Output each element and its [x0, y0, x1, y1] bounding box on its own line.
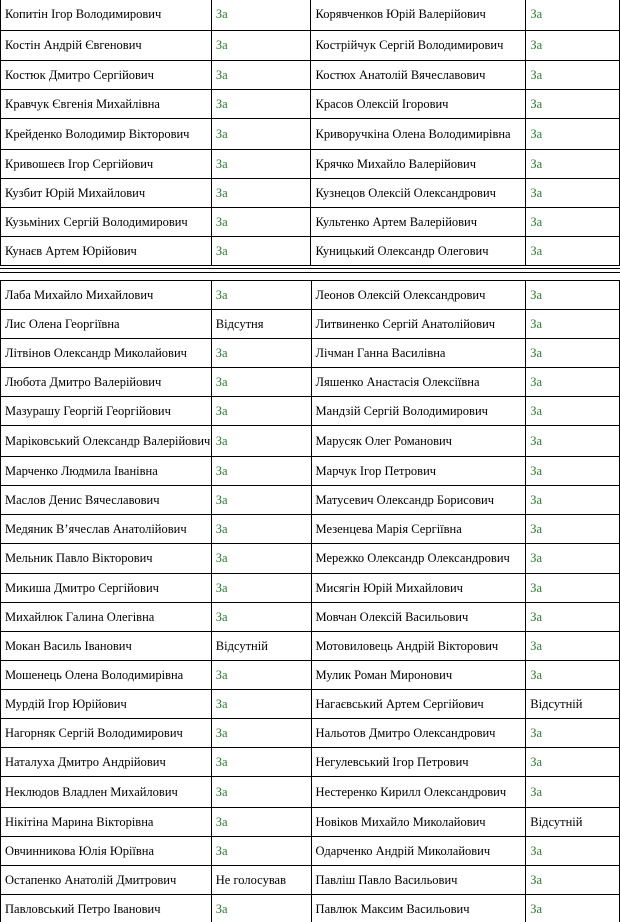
deputy-name-cell: Крейденко Володимир Вікторович: [1, 119, 212, 150]
deputy-name-cell: Мотовиловець Андрій Вікторович: [311, 632, 526, 661]
vote-cell: За: [526, 119, 620, 150]
vote-cell: За: [526, 837, 620, 866]
deputy-name-cell: Медяник В’ячеслав Анатолійович: [1, 515, 212, 544]
deputy-name-cell: Павловський Петро Іванович: [1, 895, 212, 922]
table-row: [1, 179, 620, 208]
vote-cell: За: [211, 90, 311, 119]
deputy-name-cell: Мокан Василь Іванович: [1, 632, 212, 661]
vote-cell: За: [211, 339, 311, 368]
deputy-name-cell: Мовчан Олексій Васильович: [311, 603, 526, 632]
vote-cell: За: [526, 866, 620, 895]
vote-cell: Не голосував: [211, 866, 311, 895]
vote-cell: За: [526, 426, 620, 457]
table-row: [1, 808, 620, 837]
deputy-name-cell: Любота Дмитро Валерійович: [1, 368, 212, 397]
deputy-name-cell: Кривошеєв Ігор Сергійович: [1, 150, 212, 179]
deputy-name-cell: Криворучкіна Олена Володимирівна: [311, 119, 526, 150]
deputy-name-cell: Мурдій Ігор Юрійович: [1, 690, 212, 719]
vote-cell: За: [211, 486, 311, 515]
vote-cell: За: [526, 208, 620, 237]
vote-cell: Відсутня: [211, 310, 311, 339]
vote-cell: За: [211, 895, 311, 922]
vote-cell: За: [211, 719, 311, 748]
vote-cell: За: [526, 31, 620, 61]
vote-cell: За: [211, 661, 311, 690]
vote-cell: За: [211, 544, 311, 574]
vote-cell: За: [211, 515, 311, 544]
deputy-name-cell: Негулевський Ігор Петрович: [311, 748, 526, 777]
table-row: [1, 866, 620, 895]
deputy-name-cell: Мисягін Юрій Михайлович: [311, 574, 526, 603]
deputy-name-cell: Мезенцева Марія Сергіївна: [311, 515, 526, 544]
table-row: [1, 90, 620, 119]
vote-cell: За: [211, 574, 311, 603]
table-row: [1, 690, 620, 719]
vote-cell: За: [211, 237, 311, 266]
vote-cell: За: [526, 0, 620, 31]
table-row: [1, 339, 620, 368]
vote-cell: За: [526, 368, 620, 397]
vote-cell: За: [526, 632, 620, 661]
vote-cell: За: [211, 31, 311, 61]
table-row: [1, 0, 620, 31]
deputy-name-cell: Ляшенко Анастасія Олексіївна: [311, 368, 526, 397]
deputy-name-cell: Мулик Роман Миронович: [311, 661, 526, 690]
vote-cell: За: [211, 690, 311, 719]
deputy-name-cell: Микиша Дмитро Сергійович: [1, 574, 212, 603]
deputy-name-cell: Кузнецов Олексій Олександрович: [311, 179, 526, 208]
deputy-name-cell: Литвиненко Сергій Анатолійович: [311, 310, 526, 339]
deputy-name-cell: Марусяк Олег Романович: [311, 426, 526, 457]
table-row: [1, 208, 620, 237]
vote-cell: За: [211, 457, 311, 486]
table-row: [1, 544, 620, 574]
table-row: [1, 574, 620, 603]
vote-cell: За: [211, 119, 311, 150]
vote-cell: За: [211, 777, 311, 808]
deputy-name-cell: Неклюдов Владлен Михайлович: [1, 777, 212, 808]
deputy-name-cell: Матусевич Олександр Борисович: [311, 486, 526, 515]
vote-cell: За: [526, 895, 620, 922]
deputy-name-cell: Костюх Анатолій Вячеславович: [311, 61, 526, 90]
deputy-name-cell: Одарченко Андрій Миколайович: [311, 837, 526, 866]
vote-cell: За: [526, 544, 620, 574]
deputy-name-cell: Маріковський Олександр Валерійович: [1, 426, 212, 457]
table-row: [1, 515, 620, 544]
deputy-name-cell: Кострійчук Сергій Володимирович: [311, 31, 526, 61]
deputy-name-cell: Леонов Олексій Олександрович: [311, 281, 526, 310]
table-row: [1, 632, 620, 661]
table-row: [1, 150, 620, 179]
deputy-name-cell: Павлюк Максим Васильович: [311, 895, 526, 922]
deputy-name-cell: Культенко Артем Валерійович: [311, 208, 526, 237]
deputy-name-cell: Лічман Ганна Василівна: [311, 339, 526, 368]
deputy-name-cell: Кунаєв Артем Юрійович: [1, 237, 212, 266]
deputy-name-cell: Мережко Олександр Олександрович: [311, 544, 526, 574]
vote-cell: За: [211, 603, 311, 632]
table-row: [1, 603, 620, 632]
deputy-name-cell: Кузбит Юрій Михайлович: [1, 179, 212, 208]
table-row: [1, 368, 620, 397]
vote-cell: За: [526, 748, 620, 777]
deputy-name-cell: Мельник Павло Вікторович: [1, 544, 212, 574]
table-row: [1, 748, 620, 777]
deputy-name-cell: Павліш Павло Васильович: [311, 866, 526, 895]
vote-cell: За: [211, 748, 311, 777]
deputy-name-cell: Костюк Дмитро Сергійович: [1, 61, 212, 90]
vote-cell: За: [211, 150, 311, 179]
vote-cell: За: [526, 719, 620, 748]
vote-cell: За: [526, 90, 620, 119]
deputy-name-cell: Лаба Михайло Михайлович: [1, 281, 212, 310]
vote-cell: За: [526, 150, 620, 179]
deputy-name-cell: Мошенець Олена Володимирівна: [1, 661, 212, 690]
table-row: [1, 237, 620, 266]
table-row: [1, 457, 620, 486]
vote-cell: За: [211, 426, 311, 457]
table-row: [1, 719, 620, 748]
vote-cell: За: [526, 603, 620, 632]
vote-cell: За: [526, 281, 620, 310]
table-row: [1, 397, 620, 426]
vote-cell: За: [526, 237, 620, 266]
deputy-name-cell: Нікітіна Марина Вікторівна: [1, 808, 212, 837]
vote-cell: За: [526, 310, 620, 339]
deputy-name-cell: Нальотов Дмитро Олександрович: [311, 719, 526, 748]
deputy-name-cell: Нагаєвський Артем Сергійович: [311, 690, 526, 719]
table-row: [1, 895, 620, 922]
deputy-name-cell: Копитін Ігор Володимирович: [1, 0, 212, 31]
deputy-name-cell: Нестеренко Кирилл Олександрович: [311, 777, 526, 808]
table-row: [1, 119, 620, 150]
vote-cell: За: [526, 179, 620, 208]
table-row: [1, 486, 620, 515]
deputy-name-cell: Остапенко Анатолій Дмитрович: [1, 866, 212, 895]
vote-cell: За: [526, 777, 620, 808]
deputy-name-cell: Крячко Михайло Валерійович: [311, 150, 526, 179]
vote-cell: За: [526, 457, 620, 486]
deputy-name-cell: Мандзій Сергій Володимирович: [311, 397, 526, 426]
deputy-name-cell: Овчинникова Юлія Юріївна: [1, 837, 212, 866]
vote-cell: За: [211, 837, 311, 866]
vote-cell: За: [526, 486, 620, 515]
deputy-name-cell: Нагорняк Сергій Володимирович: [1, 719, 212, 748]
vote-cell: Відсутній: [211, 632, 311, 661]
vote-cell: За: [211, 179, 311, 208]
deputy-name-cell: Лис Олена Георгіївна: [1, 310, 212, 339]
deputy-name-cell: Марченко Людмила Іванівна: [1, 457, 212, 486]
table-separator: [0, 268, 620, 273]
table-row: [1, 837, 620, 866]
deputy-name-cell: Маслов Денис Вячеславович: [1, 486, 212, 515]
deputy-name-cell: Марчук Ігор Петрович: [311, 457, 526, 486]
vote-cell: За: [526, 61, 620, 90]
vote-cell: За: [211, 281, 311, 310]
vote-cell: За: [526, 661, 620, 690]
deputy-name-cell: Корявченков Юрій Валерійович: [311, 0, 526, 31]
deputy-name-cell: Кузьміних Сергій Володимирович: [1, 208, 212, 237]
table-row: [1, 777, 620, 808]
deputy-name-cell: Михайлюк Галина Олегівна: [1, 603, 212, 632]
vote-cell: За: [211, 0, 311, 31]
table-row: [1, 31, 620, 61]
vote-cell: За: [526, 397, 620, 426]
vote-table-k: [0, 0, 620, 266]
vote-cell: Відсутній: [526, 690, 620, 719]
table-row: [1, 661, 620, 690]
table-row: [1, 310, 620, 339]
vote-cell: За: [526, 339, 620, 368]
vote-cell: За: [526, 515, 620, 544]
deputy-name-cell: Літвінов Олександр Миколайович: [1, 339, 212, 368]
vote-cell: За: [526, 574, 620, 603]
vote-cell: За: [211, 368, 311, 397]
vote-table-l-p: [0, 280, 620, 922]
table-row: [1, 281, 620, 310]
deputy-name-cell: Новіков Михайло Миколайович: [311, 808, 526, 837]
deputy-name-cell: Костін Андрій Євгенович: [1, 31, 212, 61]
deputy-name-cell: Мазурашу Георгій Георгійович: [1, 397, 212, 426]
table-row: [1, 426, 620, 457]
table-row: [1, 61, 620, 90]
vote-cell: За: [211, 61, 311, 90]
deputy-name-cell: Наталуха Дмитро Андрійович: [1, 748, 212, 777]
vote-cell: За: [211, 208, 311, 237]
vote-cell: За: [211, 808, 311, 837]
deputy-name-cell: Куницький Олександр Олегович: [311, 237, 526, 266]
vote-cell: Відсутній: [526, 808, 620, 837]
deputy-name-cell: Кравчук Євгенія Михайлівна: [1, 90, 212, 119]
deputy-name-cell: Красов Олексій Ігорович: [311, 90, 526, 119]
vote-cell: За: [211, 397, 311, 426]
